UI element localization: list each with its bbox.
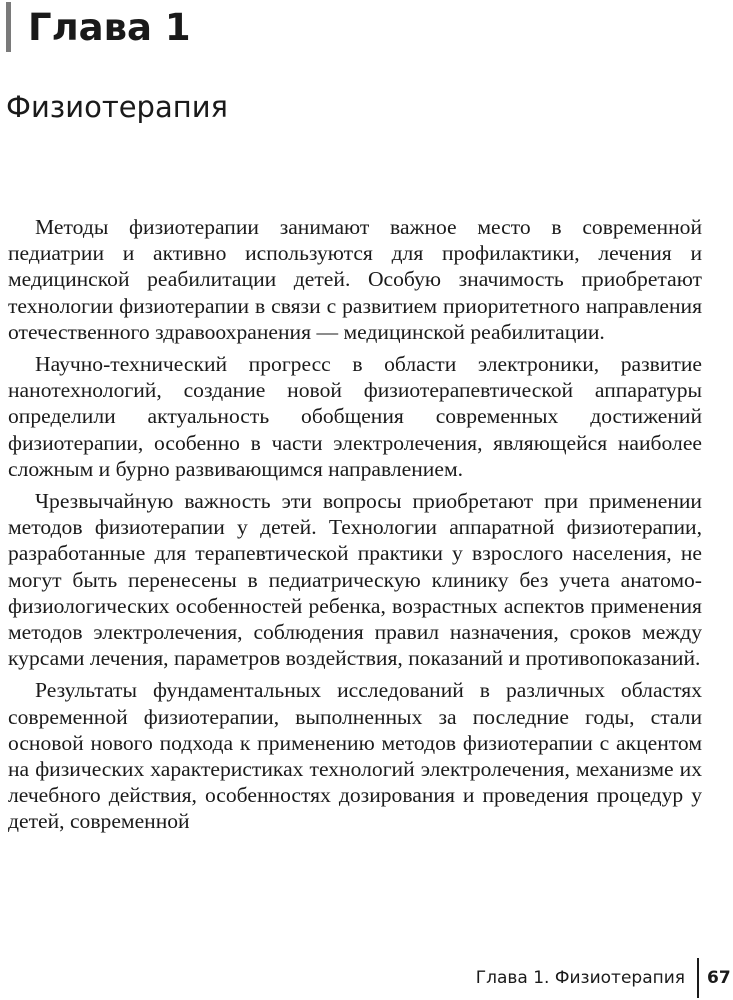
chapter-heading-bar	[6, 2, 11, 52]
chapter-title: Глава 1	[28, 6, 191, 49]
section-title: Физиотерапия	[6, 90, 228, 124]
paragraph-3: Чрезвычайную важность эти вопросы приобретают при применении методов физиотерапии у детей. Технологии аппаратной физиотерапии, разработанные для терапевтической практики у взрослого населения, не могут быть перенесены в педиатрическую клинику без учета анатомо-физиологических особенностей ребенка, возрастных аспектов применения методов электролечения, соблюдения правил назначения, сроков между курсами лечения, параметров воздействия, показаний и противопоказаний.	[8, 489, 702, 671]
paragraph-2: Научно-технический прогресс в области электроники, развитие нанотехнологий, создание новой физиотерапевтической аппаратуры определили актуальность обобщения современных достижений физиотерапии, особенно в части электролечения, являющейся наиболее сложным и бурно развивающимся направлением.	[8, 352, 702, 481]
page-footer	[0, 958, 733, 998]
running-head: Глава 1. Физиотерапия	[475, 968, 685, 988]
footer-divider	[697, 958, 699, 998]
paragraph-4: Результаты фундаментальных исследований в различных областях современной физиотерапии, выполненных за последние годы, стали основой нового подхода к применению методов физиотерапии с акцентом на физических характеристиках технологий электролечения, механизме их лечебного действия, особенностях дозирования и проведения процедур у детей, современной	[8, 678, 702, 834]
body-text	[8, 214, 702, 841]
paragraph-1: Методы физиотерапии занимают важное место в современной педиатрии и активно используются для профилактики, лечения и медицинской реабилитации детей. Особую значимость приобретают технологии физиотерапии в связи с развитием приоритетного направления отечественного здравоохранения — медицинской реабилитации.	[8, 215, 702, 344]
page-number: 67	[707, 968, 731, 988]
